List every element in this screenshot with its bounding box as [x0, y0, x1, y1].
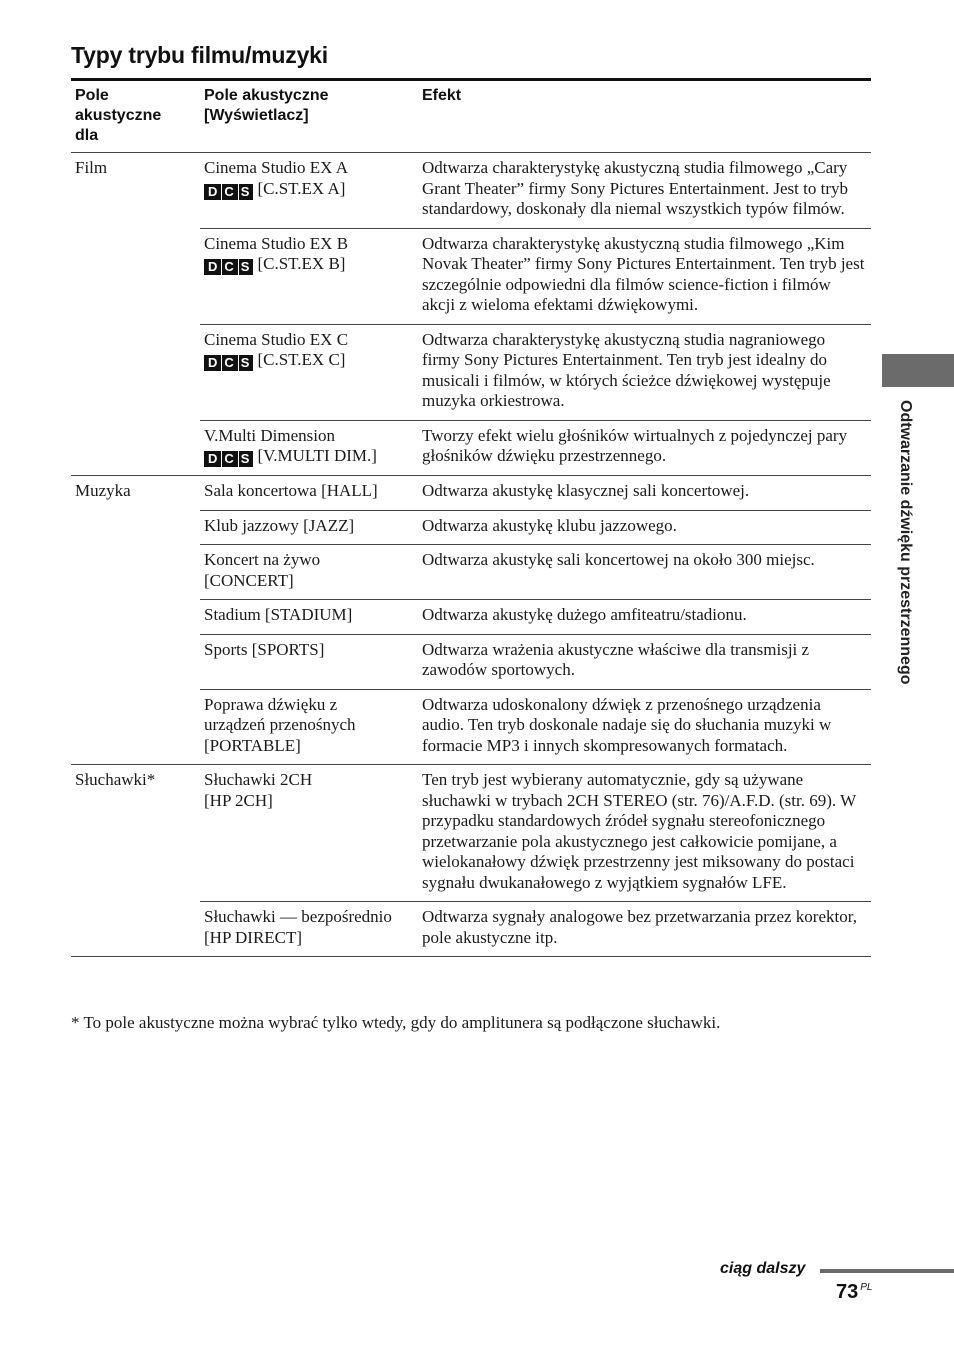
table-header-row [71, 81, 871, 153]
effect-cell: Odtwarza wrażenia akustyczne właściwe dla transmisji z zawodów sportowych. [418, 634, 871, 689]
category-headphones: Słuchawki* [71, 765, 200, 957]
field-name: Cinema Studio EX B [204, 233, 349, 253]
field-display: [C.ST.EX A] [257, 178, 346, 198]
footnote: * To pole akustyczne można wybrać tylko wtedy, gdy do amplitunera są podłączone słuchawki. [71, 1013, 721, 1032]
column-header-field: Pole akustyczne [Wyświetlacz] [200, 81, 418, 153]
continued-label: ciąg dalszy [720, 1260, 806, 1277]
field-cell [200, 153, 418, 229]
effect-cell: Odtwarza akustykę dużego amfiteatru/stadionu. [418, 600, 871, 635]
field-cell: Koncert na żywo [CONCERT] [200, 545, 418, 600]
effect-cell: Odtwarza akustykę klasycznej sali koncertowej. [418, 476, 871, 511]
sound-field-table [71, 81, 871, 957]
field-display: [C.ST.EX C] [257, 350, 346, 369]
field-display: [C.ST.EX B] [257, 254, 346, 273]
effect-cell: Tworzy efekt wielu głośników wirtualnych z pojedynczej pary głośników dźwięku przestrzennego. [418, 420, 871, 476]
dcs-badge-icon: D C S [204, 355, 253, 371]
category-film: Film [71, 153, 200, 476]
field-name: Cinema Studio EX A [204, 158, 349, 177]
field-cell: Stadium [STADIUM] [200, 600, 418, 635]
dcs-badge-icon: D C S [204, 259, 253, 275]
section-side-label: Odtwarzanie dźwięku przestrzennego [897, 400, 914, 685]
table-row [71, 476, 871, 511]
effect-cell: Odtwarza sygnały analogowe bez przetwarzania przez korektor, pole akustyczne itp. [418, 902, 871, 957]
effect-cell: Odtwarza charakterystykę akustyczną studia nagraniowego firmy Sony Pictures Entertainment. Ten tryb jest idealny do musicali i filmów, w których ścieżce dźwiękowej występuje muzyka orkiestrowa. [418, 324, 871, 420]
field-cell: Klub jazzowy [JAZZ] [200, 510, 418, 545]
page-language-suffix: PL [860, 1282, 873, 1293]
field-cell [200, 228, 418, 324]
dcs-badge-icon: D C S [204, 184, 253, 200]
field-name: Cinema Studio EX C [204, 329, 349, 349]
page-title: Typy trybu filmu/muzyki [71, 42, 328, 68]
effect-cell: Odtwarza akustykę klubu jazzowego. [418, 510, 871, 545]
section-tab-marker [882, 354, 954, 387]
column-header-effect: Efekt [418, 81, 871, 153]
column-header-category: Pole akustyczne dla [71, 81, 200, 153]
field-cell: Poprawa dźwięku z urządzeń przenośnych [PORTABLE] [200, 689, 418, 765]
field-cell: Sala koncertowa [HALL] [200, 476, 418, 511]
field-cell: Słuchawki 2CH [HP 2CH] [200, 765, 418, 902]
table-row [71, 153, 871, 229]
page-number: 73 $^{PL}$ [836, 1281, 873, 1303]
effect-cell: Odtwarza udoskonalony dźwięk z przenośnego urządzenia audio. Ten tryb doskonale nadaje się do słuchania muzyki w formacie MP3 i innych skompresowanych formatach. [418, 689, 871, 765]
effect-cell: Odtwarza akustykę sali koncertowej na około 300 miejsc. [418, 545, 871, 600]
table-row [71, 765, 871, 902]
effect-cell: Odtwarza charakterystykę akustyczną studia filmowego „Cary Grant Theater” firmy Sony Pictures Entertainment. Jest to tryb standardowy, doskonały dla niemal wszystkich typów filmów. [418, 153, 871, 229]
effect-cell: Odtwarza charakterystykę akustyczną studia filmowego „Kim Novak Theater” firmy Sony Pictures Entertainment. Ten tryb jest szczególnie odpowiedni dla filmów science-fiction i filmów akcji z wieloma efektami dźwiękowymi. [418, 228, 871, 324]
effect-cell: Ten tryb jest wybierany automatycznie, gdy są używane słuchawki w trybach 2CH STEREO (str. 76)/A.F.D. (str. 69). W przypadku standardowych źródeł sygnału stereofonicznego przetwarzanie pola akustycznego jest całkowicie pomijane, a wielokanałowy dźwięk przestrzenny jest miksowany do postaci sygnału dwukanałowego z wyjątkiem sygnałów LFE. [418, 765, 871, 902]
dcs-badge-icon: D C S [204, 451, 253, 467]
continued-bar [820, 1269, 954, 1273]
field-cell: Sports [SPORTS] [200, 634, 418, 689]
field-name: V.Multi Dimension [204, 425, 335, 445]
category-music: Muzyka [71, 476, 200, 765]
field-cell: Słuchawki — bezpośrednio [HP DIRECT] [200, 902, 418, 957]
field-cell [200, 420, 418, 476]
field-display: [V.MULTI DIM.] [257, 446, 377, 465]
field-cell [200, 324, 418, 420]
